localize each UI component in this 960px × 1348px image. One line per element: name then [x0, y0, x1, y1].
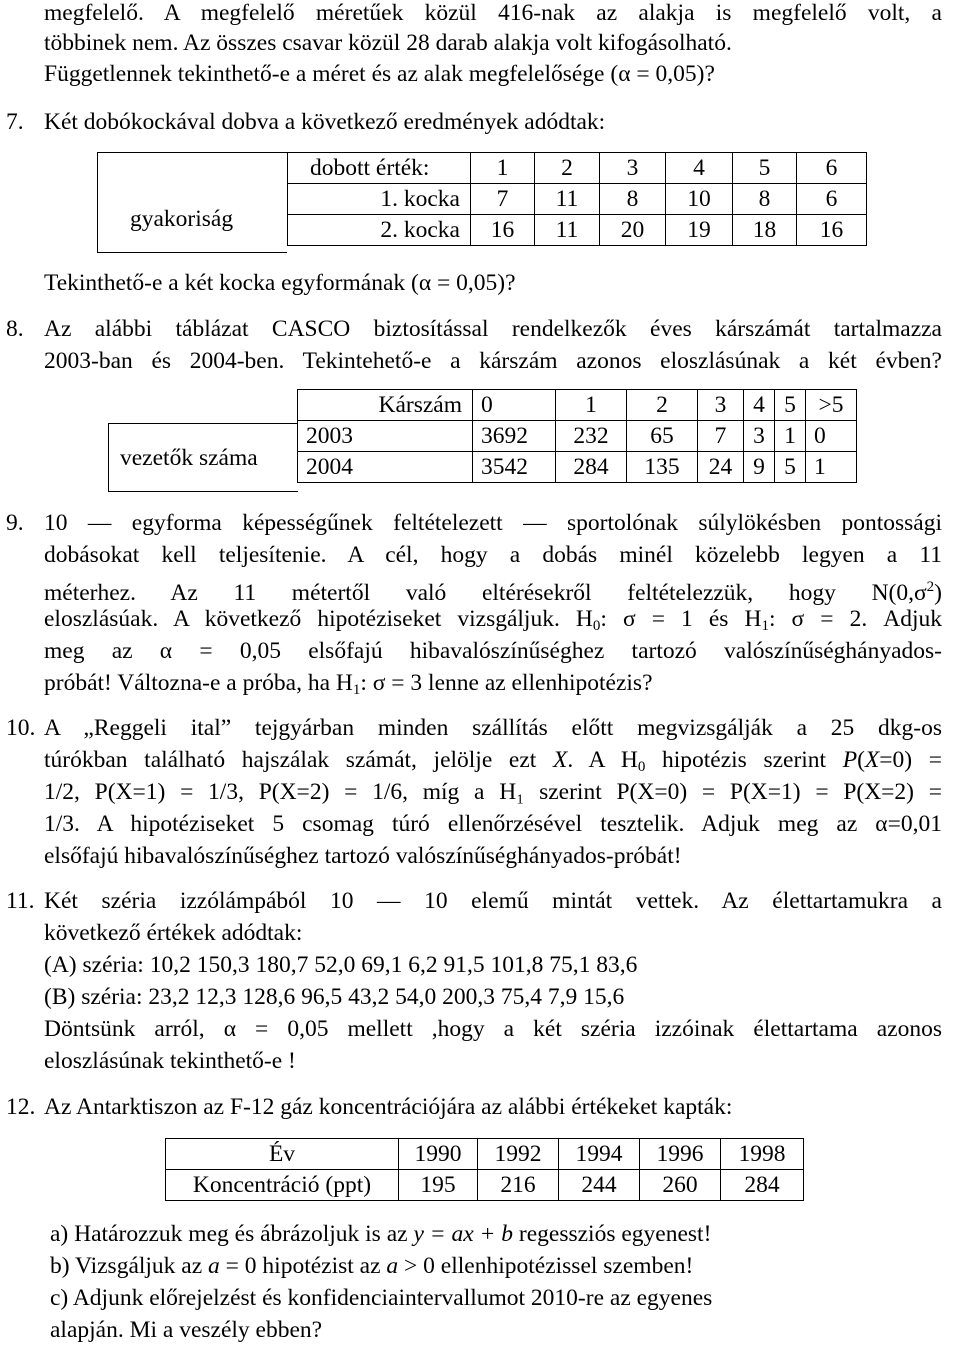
problem-8-number: 8. [6, 316, 24, 342]
intro-line-3: Függetlennek tekinthető-e a méret és az alak megfelelősége (α = 0,05)? [44, 61, 715, 87]
problem-12-text: Az Antarktiszon az F-12 gáz koncentrációjára az alábbi értékeket kapták: [44, 1094, 733, 1120]
casco-cell: 3 [744, 421, 775, 452]
problem-9-line-5: meg az α = 0,05 elsőfajú hibavalószínűséghez tartozó valószínűséghányados- [44, 638, 942, 664]
problem-9-number: 9. [6, 510, 24, 536]
dice-frame-left [97, 152, 99, 252]
problem-9-line-6-text: próbát! Változna-e a próba, ha H [44, 670, 353, 696]
dice-header-cell: 1 [471, 153, 535, 184]
problem-10-line-2-text: túrókban található hajszálak számát, jelölje ezt [44, 747, 553, 773]
problem-12-question-a [50, 1219, 711, 1249]
dice-cell: 20 [600, 215, 666, 246]
concentration-header-label: Év [166, 1139, 399, 1170]
intro-line-2: többinek nem. Az összes csavar közül 28 darab alakja volt kifogásolható. [44, 30, 732, 56]
subscript: 0 [637, 759, 646, 775]
problem-12-question-c-2: alapján. Mi a veszély ebben? [50, 1317, 323, 1343]
casco-cell: 3542 [473, 452, 556, 483]
casco-frame-left [108, 423, 110, 491]
casco-table-frame [108, 423, 298, 491]
subscript: 0 [592, 618, 601, 634]
casco-header-label: Kárszám [298, 390, 473, 421]
problem-10-line-2-h: . A H [567, 747, 638, 773]
value-cell: 260 [640, 1170, 721, 1201]
casco-header-cell: 3 [698, 390, 744, 421]
variable-a: a [386, 1253, 399, 1279]
question-a-suffix: regessziós egyenest! [513, 1221, 712, 1247]
subscript: 1 [352, 682, 361, 698]
casco-cell: 1 [806, 452, 857, 483]
question-b-prefix: b) Vizsgáljuk az [50, 1253, 209, 1279]
problem-12-question-b [50, 1251, 693, 1281]
problem-9-line-3-text: méterhez. Az 11 métertől való eltérésekről feltételezzük, hogy N(0,σ [44, 580, 927, 606]
casco-header-cell: 0 [473, 390, 556, 421]
dice-frame-top [97, 152, 287, 154]
question-b-suffix: > 0 ellenhipotézissel szemben! [398, 1253, 694, 1279]
problem-9-line-3 [44, 572, 942, 608]
casco-cell: 3692 [473, 421, 556, 452]
dice-cell: 6 [797, 184, 867, 215]
year-cell: 1990 [399, 1139, 478, 1170]
variable-x: X [864, 747, 880, 773]
casco-header-cell: 2 [627, 390, 698, 421]
casco-table-header-row [298, 390, 857, 421]
dice-header-cell: 3 [600, 153, 666, 184]
value-cell: 216 [478, 1170, 559, 1201]
dice-cell: 18 [733, 215, 797, 246]
problem-7-question: Tekinthető-e a két kocka egyformának (α = 0,05)? [44, 270, 516, 296]
problem-10-line-1: A „Reggeli ital” tejgyárban minden szállítás előtt megvizsgálják a 25 dkg-os [44, 715, 942, 741]
problem-7-number: 7. [6, 109, 24, 135]
casco-cell: 9 [744, 452, 775, 483]
dice-cell: 11 [535, 215, 600, 246]
casco-row-label: 2004 [298, 452, 473, 483]
casco-row-label: 2003 [298, 421, 473, 452]
dice-row-label: 2. kocka [288, 215, 471, 246]
problem-9-line-4-end: : σ = 2. Adjuk [768, 606, 943, 632]
dice-table-row [288, 215, 867, 246]
dice-header-cell: 5 [733, 153, 797, 184]
problem-10-number: 10. [6, 715, 36, 741]
casco-table-row-label: vezetők száma [120, 445, 258, 471]
dice-row-label: 1. kocka [288, 184, 471, 215]
casco-cell: 232 [556, 421, 627, 452]
problem-9-line-4-text: eloszlásúak. A következő hipotéziseket vizsgáljuk. H [44, 606, 593, 632]
dice-table-header-row [288, 153, 867, 184]
dice-cell: 16 [797, 215, 867, 246]
casco-frame-top [108, 423, 298, 425]
dice-header-label: dobott érték: [288, 153, 471, 184]
casco-cell: 135 [627, 452, 698, 483]
dice-cell: 7 [471, 184, 535, 215]
problem-10-line-4: 1/3. A hipotéziseket 5 csomag túró ellenőrzésével tesztelik. Adjuk meg az α=0,01 [44, 811, 942, 837]
problem-9-line-3-end: ) [934, 580, 942, 606]
variable-x: X [552, 747, 568, 773]
problem-11-line-1: Két széria izzólámpából 10 — 10 elemű mintát vettek. Az élettartamukra a [44, 888, 942, 914]
value-cell: 244 [559, 1170, 640, 1201]
casco-cell: 0 [806, 421, 857, 452]
problem-9-line-6-end: : σ = 3 lenne az ellenhipotézis? [360, 670, 653, 696]
problem-11-line-5: Döntsünk arról, α = 0,05 mellett ,hogy a két széria izzóinak élettartama azonos [44, 1016, 942, 1042]
problem-9-line-1: 10 — egyforma képességűnek feltételezett — sportolónak súlylökésben pontossági [44, 510, 942, 536]
intro-line-1: megfelelő. A megfelelő méretűek közül 416-nak az alakja is megfelelő volt, a [44, 0, 942, 26]
casco-cell: 5 [775, 452, 806, 483]
dice-cell: 8 [733, 184, 797, 215]
superscript: 2 [926, 579, 935, 595]
problem-12-number: 12. [6, 1094, 36, 1120]
casco-table-row [298, 421, 857, 452]
problem-8-line-2: 2003-ban és 2004-ben. Tekintehető-e a kárszám azonos eloszlásúnak a két évben? [44, 348, 942, 374]
casco-frame-bottom [108, 491, 298, 493]
dice-cell: 10 [666, 184, 733, 215]
dice-table-row-label: gyakoriság [130, 206, 234, 232]
problem-11-line-6: eloszlásúnak tekinthető-e ! [44, 1048, 296, 1074]
problem-7-text: Két dobókockával dobva a következő eredmények adódtak: [44, 109, 606, 135]
problem-10-line-5: elsőfajú hibavalószínűséghez tartozó valószínűséghányados-próbát! [44, 843, 682, 869]
problem-12-question-c-1: c) Adjunk előrejelzést és konfidenciaintervallumot 2010-re az egyenes [50, 1285, 713, 1311]
dice-header-cell: 4 [666, 153, 733, 184]
casco-table [297, 389, 857, 483]
problem-11-number: 11. [6, 888, 35, 914]
regression-formula: y = ax + b [413, 1221, 514, 1247]
casco-header-cell: 1 [556, 390, 627, 421]
casco-cell: 65 [627, 421, 698, 452]
problem-10-line-2-mid: hipotézis szerint [645, 747, 843, 773]
casco-header-cell: 5 [775, 390, 806, 421]
casco-table-row [298, 452, 857, 483]
dice-table-row [288, 184, 867, 215]
year-cell: 1998 [721, 1139, 804, 1170]
casco-cell: 1 [775, 421, 806, 452]
year-cell: 1994 [559, 1139, 640, 1170]
value-cell: 195 [399, 1170, 478, 1201]
variable-p: P [842, 747, 858, 773]
problem-10-line-3: 1/2, P(X=1) = 1/3, P(X=2) = 1/6, míg a H₁ szerint P(X=0) = P(X=1) = P(X=2) = [44, 779, 942, 805]
concentration-header-row [166, 1139, 804, 1170]
problem-11-series-b: (B) széria: 23,2 12,3 128,6 96,5 43,2 54,0 200,3 75,4 7,9 15,6 [44, 984, 625, 1010]
subscript: 1 [761, 618, 769, 634]
dice-cell: 16 [471, 215, 535, 246]
question-a-prefix: a) Határozzuk meg és ábrázoljuk is az [50, 1221, 414, 1247]
dice-header-cell: 2 [535, 153, 600, 184]
casco-cell: 7 [698, 421, 744, 452]
concentration-value-row [166, 1170, 804, 1201]
dice-cell: 8 [600, 184, 666, 215]
year-cell: 1996 [640, 1139, 721, 1170]
problem-8-line-1: Az alábbi táblázat CASCO biztosítással rendelkezők éves kárszámát tartalmazza [44, 316, 942, 342]
problem-9-line-2: dobásokat kell teljesítenie. A cél, hogy a dobás minél közelebb legyen a 11 [44, 542, 942, 568]
value-cell: 284 [721, 1170, 804, 1201]
dice-cell: 11 [535, 184, 600, 215]
casco-cell: 284 [556, 452, 627, 483]
problem-10-line-2-end: =0) = [879, 747, 943, 773]
problem-9-line-4-mid: : σ = 1 és H [600, 606, 762, 632]
dice-frame-bottom [97, 252, 287, 254]
problem-11-series-a: (A) széria: 10,2 150,3 180,7 52,0 69,1 6,2 91,5 101,8 75,1 83,6 [44, 952, 638, 978]
year-cell: 1992 [478, 1139, 559, 1170]
casco-header-cell: >5 [806, 390, 857, 421]
paren: ( [857, 747, 865, 773]
dice-header-cell: 6 [797, 153, 867, 184]
variable-a: a [208, 1253, 220, 1279]
dice-cell: 19 [666, 215, 733, 246]
question-b-mid: = 0 hipotézist az [219, 1253, 387, 1279]
problem-9-line-6 [44, 668, 653, 705]
casco-cell: 24 [698, 452, 744, 483]
problem-11-line-2: következő értékek adódtak: [44, 920, 303, 946]
casco-header-cell: 4 [744, 390, 775, 421]
concentration-table [165, 1138, 804, 1201]
concentration-value-label: Koncentráció (ppt) [166, 1170, 399, 1201]
dice-table [287, 152, 867, 246]
